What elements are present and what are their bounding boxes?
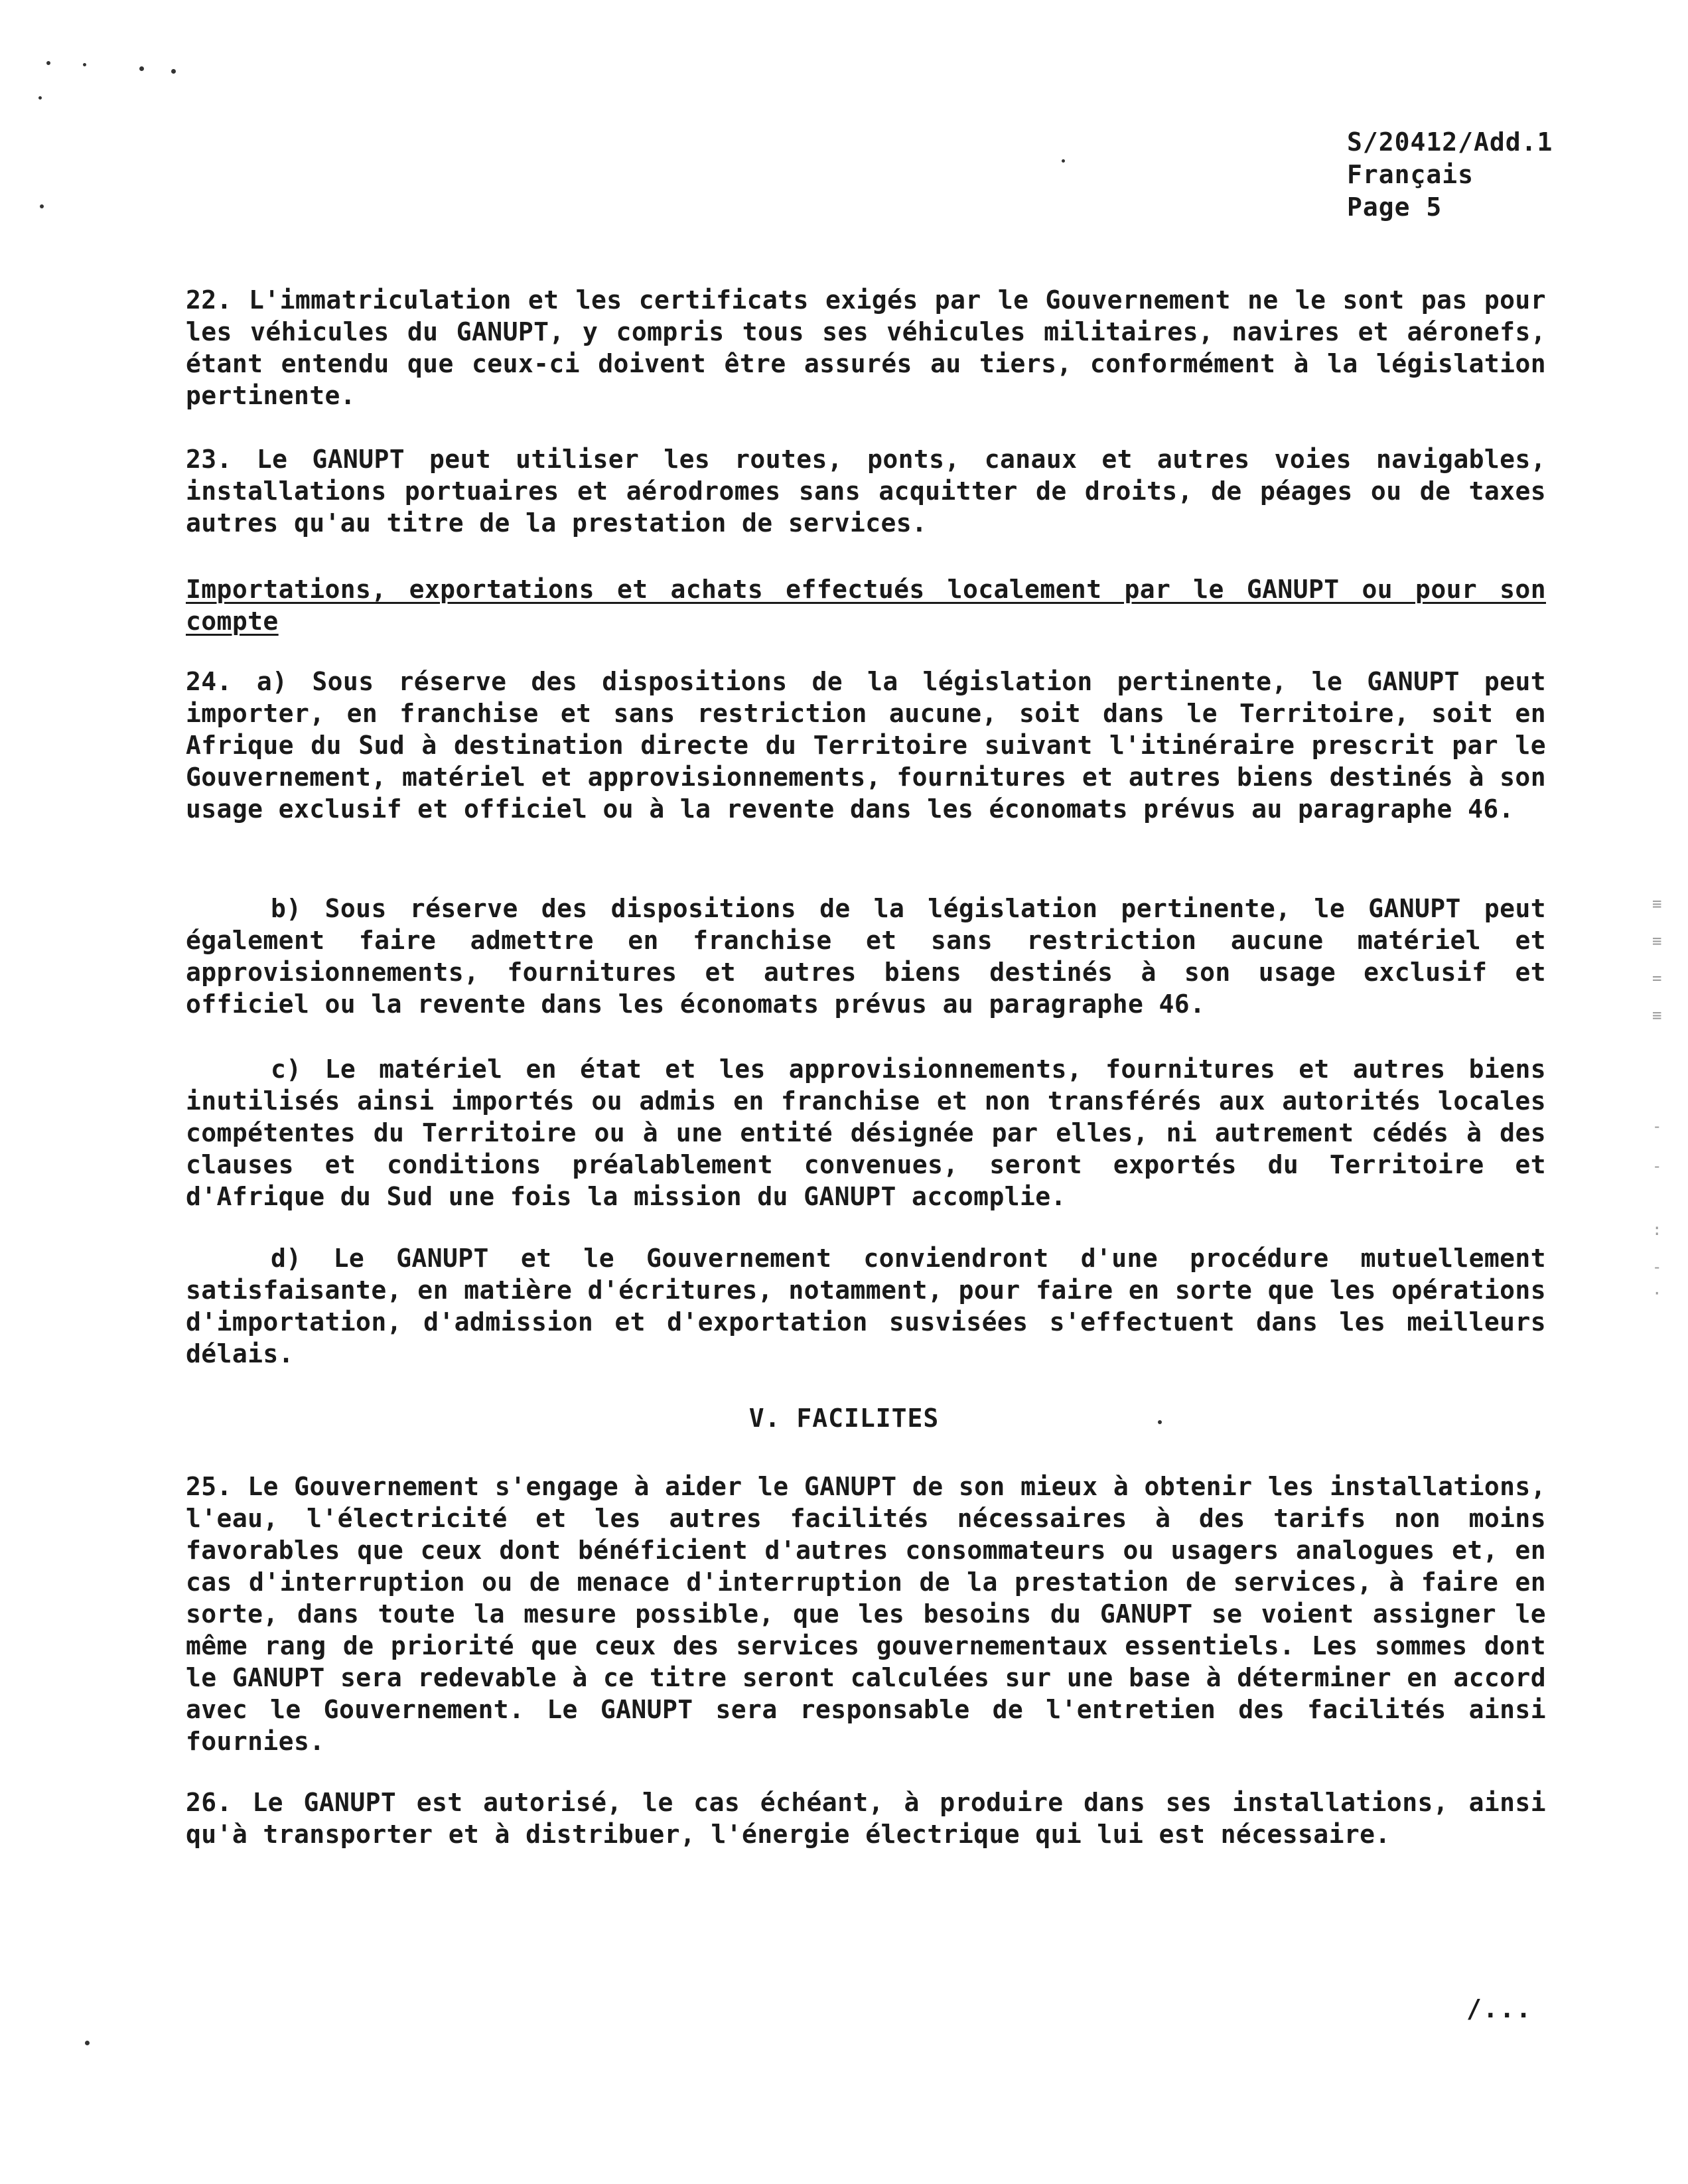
- document-header: [1347, 126, 1553, 224]
- section-heading-text: Importations, exportations et achats effectués localement par le GANUPT ou pour son compte: [186, 575, 1546, 636]
- scan-speck: [85, 2041, 90, 2045]
- document-symbol: S/20412/Add.1: [1347, 127, 1553, 157]
- paragraph-22-text: 22. L'immatriculation et les certificats exigés par le Gouvernement ne le sont pas pour les véhicules du GANUPT, y compris tous ses véhicules militaires, navires et aéronefs, étant entendu que ceux-ci doivent être assurés au tiers, conformément à la législation pertinente.: [186, 285, 1546, 410]
- page-number: Page 5: [1347, 192, 1442, 222]
- scan-speck: [83, 63, 86, 66]
- paragraph-22: [186, 284, 1546, 411]
- continuation-mark: /...: [1466, 1994, 1533, 2023]
- paragraph-24a: [186, 666, 1546, 825]
- scan-margin-artifacts: - - : - ·: [1652, 1117, 1662, 1303]
- chapter-title: V. FACILITES: [748, 1404, 940, 1433]
- paragraph-23: [186, 443, 1546, 539]
- scan-speck: [38, 96, 42, 100]
- section-heading: [186, 573, 1546, 637]
- paragraph-24b-text: b) Sous réserve des dispositions de la législation pertinente, le GANUPT peut également faire admettre en franchise et sans restriction aucune matériel et approvisionnements, fournitures et autres biens destinés à son usage exclusif et officiel ou la revente dans les économats prévus au paragraphe 46.: [186, 894, 1546, 1019]
- paragraph-24d-text: d) Le GANUPT et le Gouvernement conviendront d'une procédure mutuellement satisfaisante, en matière d'écritures, notamment, pour faire en sorte que les opérations d'importation, d'admission et d'exportation susvisées s'effectuent dans les meilleurs délais.: [186, 1244, 1546, 1368]
- paragraph-26-text: 26. Le GANUPT est autorisé, le cas échéant, à produire dans ses installations, ainsi qu'à transporter et à distribuer, l'énergie électrique qui lui est nécessaire.: [186, 1788, 1546, 1849]
- scan-margin-artifacts: ≡ ≡ = ≡: [1652, 895, 1662, 1025]
- scan-speck: [46, 61, 50, 65]
- scan-speck: [40, 204, 44, 208]
- scan-speck: [1062, 159, 1065, 163]
- paragraph-25-text: 25. Le Gouvernement s'engage à aider le GANUPT de son mieux à obtenir les installations, l'eau, l'électricité et les autres facilités nécessaires à des tarifs non moins favorables que ceux dont bénéficient d'autres consommateurs ou usagers analogues et, en cas d'interruption ou de menace d'interruption de la prestation de services, à faire en sorte, dans toute la mesure possible, que les besoins du GANUPT se voient assigner le même rang de priorité que ceux des services gouvernementaux essentiels. Les sommes dont le GANUPT sera redevable à ce titre seront calculées sur une base à déterminer en accord avec le Gouvernement. Le GANUPT sera responsable de l'entretien des facilités ainsi fournies.: [186, 1472, 1546, 1756]
- paragraph-24c-text: c) Le matériel en état et les approvisionnements, fournitures et autres biens inutilisés ainsi importés ou admis en franchise et non transférés aux autorités locales compétentes du Territoire ou à une entité désignée par elles, ni autrement cédés à des clauses et conditions préalablement convenues, seront exportés du Territoire et d'Afrique du Sud une fois la mission du GANUPT accomplie.: [186, 1055, 1546, 1211]
- paragraph-25: [186, 1471, 1546, 1757]
- scan-speck: [171, 69, 176, 74]
- paragraph-24c: [186, 1053, 1546, 1212]
- paragraph-26: [186, 1786, 1546, 1850]
- paragraph-24d: [186, 1242, 1546, 1370]
- paragraph-23-text: 23. Le GANUPT peut utiliser les routes, ponts, canaux et autres voies navigables, installations portuaires et aérodromes sans acquitter de droits, de péages ou de taxes autres qu'au titre de la prestation de services.: [186, 445, 1546, 538]
- document-language: Français: [1347, 160, 1474, 189]
- paragraph-24b: [186, 893, 1546, 1020]
- scan-speck: [139, 66, 144, 71]
- paragraph-24a-text: 24. a) Sous réserve des dispositions de la législation pertinente, le GANUPT peut importer, en franchise et sans restriction aucune, soit dans le Territoire, soit en Afrique du Sud à destination directe du Territoire suivant l'itinéraire prescrit par le Gouvernement, matériel et approvisionnements, fournitures et autres biens destinés à son usage exclusif et officiel ou à la revente dans les économats prévus au paragraphe 46.: [186, 667, 1546, 824]
